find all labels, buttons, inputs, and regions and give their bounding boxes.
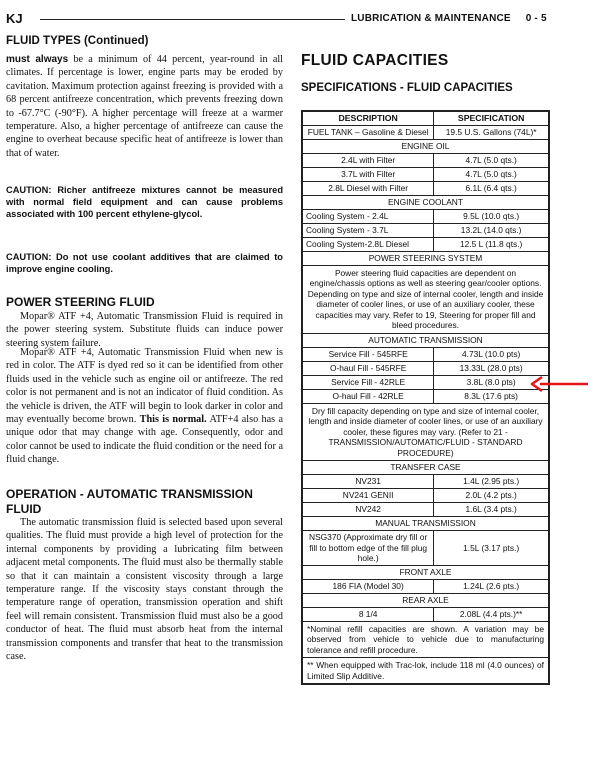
- specification-cell: 4.7L (5.0 qts.): [434, 153, 549, 167]
- table-row: [302, 237, 549, 251]
- description-cell: 8 1/4: [302, 607, 434, 621]
- specification-cell: 4.7L (5.0 qts.): [434, 167, 549, 181]
- table-row: [302, 209, 549, 223]
- specification-cell: 4.73L (10.0 pts): [434, 347, 549, 361]
- specification-cell: 12.5 L (11.8 qts.): [434, 237, 549, 251]
- description-cell: Cooling System-2.8L Diesel: [302, 237, 434, 251]
- column-header: DESCRIPTION: [302, 111, 434, 126]
- table-row: [302, 347, 549, 361]
- specification-cell: 3.8L (8.0 pts): [434, 375, 549, 389]
- antifreeze-text: be a minimum of 44 percent, year-round in all climates. If percentage is lower, engine parts may be eroded by cavitation. Maximum protection against freezing is provided with a 68 percent antifreeze concentration, which prevents freezing down to -67.7°C (-90°F). A higher percentage will freeze at a warmer temperature. Also, a higher percentage of antifreeze can cause the engine to overheat because specific heat of antifreeze is lower than that of water.: [6, 54, 283, 159]
- table-header-row: [302, 111, 549, 126]
- caution-additives: CAUTION: Do not use coolant additives that are claimed to improve engine cooling.: [6, 252, 283, 275]
- specification-cell: 6.1L (6.4 qts.): [434, 181, 549, 195]
- table-row: [302, 489, 549, 503]
- section-header-engine-coolant: ENGINE COOLANT: [302, 195, 549, 209]
- table-row: [302, 153, 549, 167]
- table-row: [302, 361, 549, 375]
- table-row: [302, 389, 549, 403]
- caution-antifreeze: CAUTION: Richer antifreeze mixtures cannot be measured with normal field equipment and can cause problems associated with 100 percent ethylene-glycol.: [6, 185, 283, 220]
- description-cell: Cooling System - 3.7L: [302, 223, 434, 237]
- specification-cell: 1.5L (3.17 pts.): [434, 531, 549, 566]
- section-header-front-axle: FRONT AXLE: [302, 565, 549, 579]
- specification-cell: 2.08L (4.4 pts.)**: [434, 607, 549, 621]
- fluid-capacities-table: [301, 110, 550, 685]
- description-cell: O-haul Fill - 545RFE: [302, 361, 434, 375]
- section-header-automatic-transmission: AUTOMATIC TRANSMISSION: [302, 333, 549, 347]
- power-steering-para1: Mopar® ATF +4, Automatic Transmission Fluid is required in the power steering system. Substitute fluids can induce power steering system failure.: [6, 311, 283, 349]
- description-cell: Service Fill - 545RFE: [302, 347, 434, 361]
- table-row: [302, 126, 549, 140]
- power-steering-text-b: ATF+4 also has a unique odor that may change with age. Consequently, odor and color cannot be used to indicate the fluid condition or the need for a fluid change.: [6, 414, 284, 466]
- power-steering-note: Power steering fluid capacities are dependent on engine/chassis options as well as steering gear/cooler options. Depending on type and size of internal cooler, length and inside diameter of cooler lines, or use of an auxiliary cooler, these capacities may vary. Refer to 19, Steering for proper fill and bleed procedures.: [302, 265, 549, 333]
- table-row: [302, 223, 549, 237]
- table-row: [302, 503, 549, 517]
- page-header-right: LUBRICATION & MAINTENANCE 0 - 5: [351, 13, 547, 24]
- section-header-engine-oil: ENGINE OIL: [302, 139, 549, 153]
- description-cell: NV242: [302, 503, 434, 517]
- section-header-manual-transmission: MANUAL TRANSMISSION: [302, 517, 549, 531]
- red-arrow-icon: [530, 374, 590, 394]
- power-steering-heading: POWER STEERING FLUID: [6, 295, 155, 309]
- automatic-transmission-note: Dry fill capacity depending on type and size of internal cooler, length and inside diameter of cooler lines, or use of an auxiliary cooler, these figures may vary. (Refer to 21 - TRANSMISSION/AUTOMATIC/FLUID - STANDARD PROCEDURE): [302, 403, 549, 461]
- header-rule: [40, 19, 345, 20]
- footnote-nominal: *Nominal refill capacities are shown. A variation may be observed from vehicle to vehicle due to manufacturing tolerance and refill procedure.: [302, 621, 549, 658]
- section-header-transfer-case: TRANSFER CASE: [302, 461, 549, 475]
- description-cell: NV231: [302, 475, 434, 489]
- table-row: [302, 375, 549, 389]
- description-cell: FUEL TANK – Gasoline & Diesel: [302, 126, 434, 140]
- page-header-left: KJ: [6, 11, 23, 26]
- footnote-trac-lok: ** When equipped with Trac-lok, include 118 ml (4.0 ounces) of Limited Slip Additive.: [302, 658, 549, 685]
- description-cell: 186 FIA (Model 30): [302, 579, 434, 593]
- table-row: [302, 181, 549, 195]
- description-cell: NV241 GENII: [302, 489, 434, 503]
- description-cell: Cooling System - 2.4L: [302, 209, 434, 223]
- operation-heading: OPERATION - AUTOMATIC TRANSMISSION FLUID: [6, 487, 253, 516]
- description-cell: O-haul Fill - 42RLE: [302, 389, 434, 403]
- description-cell: NSG370 (Approximate dry fill or fill to bottom edge of the fill plug hole.): [302, 531, 434, 566]
- specification-cell: 8.3L (17.6 pts): [434, 389, 549, 403]
- description-cell: 2.8L Diesel with Filter: [302, 181, 434, 195]
- specification-cell: 2.0L (4.2 pts.): [434, 489, 549, 503]
- specification-cell: 13.2L (14.0 qts.): [434, 223, 549, 237]
- specification-cell: 13.33L (28.0 pts): [434, 361, 549, 375]
- operation-paragraph: The automatic transmission fluid is selected based upon several qualities. The fluid must provide a high level of protection for the internal components by providing a lubricating film between adjacent metal components. The fluid must also be thermally stable so that it can maintain a consistent viscosity through a large temperature range. If the viscosity stays constant through the temperature range of operation, transmission operation and shift feel will remain consistent. Transmission fluid must also be a good conductor of heat. The fluid must absorb heat from the internal transmission components and transfer that heat to the transmission case.: [6, 517, 283, 663]
- specification-cell: 1.6L (3.4 pts.): [434, 503, 549, 517]
- section-header-power-steering: POWER STEERING SYSTEM: [302, 251, 549, 265]
- table-row: [302, 579, 549, 593]
- continued-heading: FLUID TYPES (Continued): [6, 35, 149, 47]
- power-steering-text-a: Mopar® ATF +4, Automatic Transmission Fluid when new is red in color. The ATF is dyed red so it can be identified from other fluids used in the vehicle such as engine oil or antifreeze. The red color is not permanent and is not an indicator of fluid condition. As the vehicle is driven, the ATF will begin to look darker in color and may eventually become brown.: [6, 347, 283, 426]
- fluid-capacities-title: FLUID CAPACITIES: [301, 52, 449, 69]
- description-cell: 3.7L with Filter: [302, 167, 434, 181]
- antifreeze-paragraph: [6, 53, 283, 160]
- antifreeze-emphasis: must always: [6, 54, 69, 65]
- specification-cell: 19.5 U.S. Gallons (74L)*: [434, 126, 549, 140]
- table-row: [302, 475, 549, 489]
- column-header: SPECIFICATION: [434, 111, 549, 126]
- description-cell: 2.4L with Filter: [302, 153, 434, 167]
- section-header-rear-axle: REAR AXLE: [302, 593, 549, 607]
- table-row: [302, 607, 549, 621]
- specification-cell: 9.5L (10.0 qts.): [434, 209, 549, 223]
- table-row: [302, 167, 549, 181]
- table-row: [302, 531, 549, 566]
- description-cell: Service Fill - 42RLE: [302, 375, 434, 389]
- fluid-capacities-subtitle: SPECIFICATIONS - FLUID CAPACITIES: [301, 82, 513, 94]
- specification-cell: 1.24L (2.6 pts.): [434, 579, 549, 593]
- power-steering-emphasis: This is normal.: [139, 414, 207, 426]
- specification-cell: 1.4L (2.95 pts.): [434, 475, 549, 489]
- power-steering-para2: [6, 346, 283, 467]
